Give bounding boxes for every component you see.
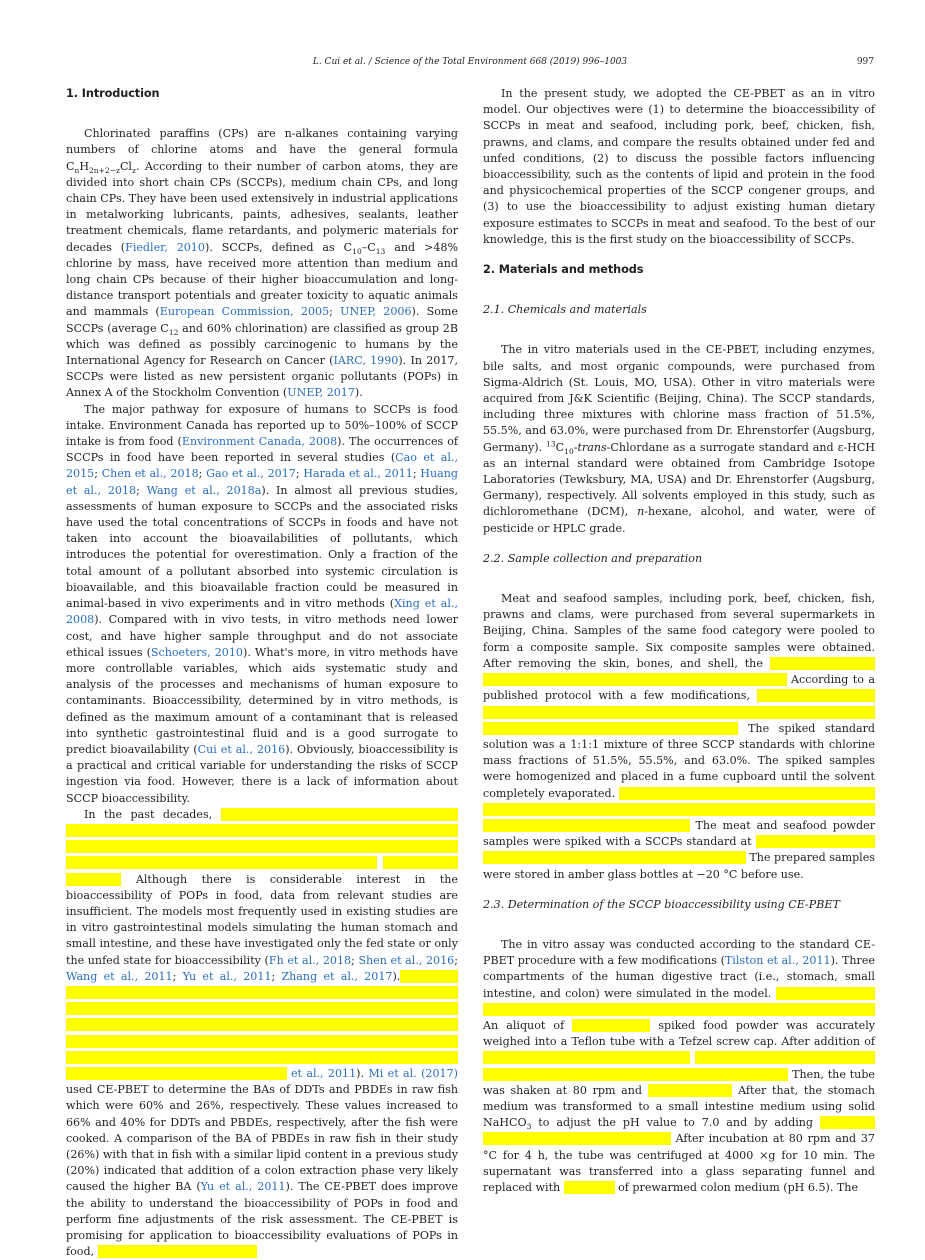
- intro-paragraph-1: Chlorinated paraffins (CPs) are n-alkanes containing varying numbers of chlorine atoms and have the general formula $C_nH_{2n+2-z}Cl_z$. According to their number of carbon atoms, they are divided into short chain CPs (SCCPs), medium chain CPs, and long chain CPs. They have been used extensively in industrial applications in metalworking lubricants, paints, adhesives, sealants, leather treatment chemicals, flame retardants, and polymeric materials for decades (Fiedler, 2010). SCCPs, defined as $C_{10}-C_{13}$ and >48% chlorine by mass, have received more attention than medium and long chain CPs because of their higher bioaccumulation and long-distance transport potentials and greater toxicity to aquatic animals and mammals (European Commission, 2005; UNEP, 2006). Some SCCPs (average $C_{12}$ and 60% chlorination) are classified as group 2B which was defined as possibly carcinogenic to humans by the International Agency for Research on Cancer (IARC, 1990). In 2017, SCCPs were listed as new persistent organic pollutants (POPs) in Annex A of the Stockholm Convention (UNEP, 2017).: [66, 127, 458, 400]
- highlighted-text: [648, 1084, 733, 1097]
- chemicals-paragraph: The in vitro materials used in the CE-PBET, including enzymes, bile salts, and most organic compounds, were purchased from Sigma-Aldrich (St. Louis, MO, USA). Other in vitro materials were acquired from J&K Scientific (Beijing, China). The SCCP standards, including three mixtures with chlorine mass fraction of 51.5%, 55.5%, and 63.0%, were purchased from Dr. Ehrenstorfer (Augsburg, Germany). $^{13}C_{10}-trans$-Chlordane as a surrogate standard and ε-HCH as an internal standard were obtained from Cambridge Isotope Laboratories (Tewksbury, MA, USA) and Dr. Ehrenstorfer (Augsburg, Germany), respectively. All solvents employed in this study, such as dichloromethane (DCM), n-hexane, alcohol, and water, were of pesticide or HPLC grade.: [483, 343, 875, 535]
- citation-link[interactable]: Harada et al., 2011: [303, 467, 413, 481]
- citation-link[interactable]: European Commission, 2005: [159, 305, 330, 319]
- intro-paragraph-2: The major pathway for exposure of humans to SCCPs is food intake. Environment Canada has reported up to 50%–100% of SCCP intake is from food (Environment Canada, 2008). The occurrences of SCCPs in food have been reported in several studies (Cao et al., 2015; Chen et al., 2018; Gao et al., 2017; Harada et al., 2011; Huang et al., 2018; Wang et al., 2018a). In almost all previous studies, assessments of human exposure to SCCPs and the associated risks have used the total concentrations of SCCPs in foods and have not taken into account the bioavailabilities of pollutants, which introduces the potential for overestimation. Only a fraction of the total amount of a pollutant absorbed into systemic circulation is bioavailable, and this bioavailable fraction could be measured in animal-based in vivo experiments and in vitro methods (Xing et al., 2008). Compared with in vivo tests, in vitro methods need lower cost, and have higher sample throughput and do not associate ethical issues (Schoeters, 2010). What's more, in vitro methods have more controllable variables, which aids systematic study and analysis of the processes and mechanisms of human exposure to contaminants. Bioaccessibility, determined by in vitro methods, is defined as the maximum amount of a contaminant that is released into synthetic gastrointestinal fluid and is a good surrogate to predict bioavailability (Cui et al., 2016). Obviously, bioaccessibility is a practical and critical variable for understanding the risks of SCCP ingestion via food. However, there is a lack of information about SCCP bioaccessibility.: [66, 402, 459, 805]
- citation-link[interactable]: Schoeters, 2010: [150, 645, 243, 659]
- citation-link[interactable]: Fh et al., 2018: [268, 953, 352, 967]
- citation-link[interactable]: IARC, 1990: [333, 354, 399, 368]
- citation-link[interactable]: Tilston et al., 2011: [724, 954, 831, 968]
- sample-preparation-paragraph: Meat and seafood samples, including pork, beef, chicken, fish, prawns and clams, were purchased from several supermarkets in Beijing, China. Samples of the same food category were pooled to form a composite sample. Six composite samples were obtained. After removing the skin, bones, and shell, the According to a published protocol with a few modifications, The spiked standard solution was a 1:1:1 mixture of three SCCP standards with chlorine mass fractions of 51.5%, 55.5%, and 63.0%. The spiked samples were homogenized and placed in a fume cupboard until the solvent completely evaporated. The meat and seafood powder samples were spiked with a SCCPs standard at The prepared samples were stored in amber glass bottles at −20 °C before use.: [483, 592, 875, 881]
- intro-paragraph-3: In the past decades, Although there is considerable interest in the bioaccessibility of POPs in food, data from relevant studies are insufficient. The models most frequently used in existing studies are in vitro gastrointestinal models simulating the human stomach and small intestine, and these have investigated only the fed state or only the unfed state for bioaccessibility (Fh et al., 2018; Shen et al., 2016; Wang et al., 2011; Yu et al., 2011; Zhang et al., 2017). et al., 2011). Mi et al. (2017) used CE-PBET to determine the BAs of DDTs and PBDEs in raw fish which were 60% and 26%, respectively. These values increased to 66% and 40% for DDTs and PBDEs, respectively, after the fish were cooked. A comparison of the BA of PBDEs in raw fish in their study (26%) with that in fish with a similar lipid content in a previous study (20%) indicated that addition of a colon extraction phase very likely caused the higher BA (Yu et al., 2011). The CE-PBET does improve the ability to understand the bioaccessibility of POPs in food and perform fine adjustments of the risk assessment. The CE-PBET is promising for application to bioaccessibility evaluations of POPs in food,: [66, 807, 459, 1259]
- citation-link[interactable]: Zhang et al., 2017: [281, 969, 393, 983]
- citation-link[interactable]: Xing et al., 2008: [66, 597, 458, 627]
- citation-link[interactable]: Gao et al., 2017: [206, 467, 296, 481]
- citation-link[interactable]: Wang et al., 2011: [66, 969, 173, 983]
- citation-link[interactable]: Yu et al., 2011: [182, 969, 272, 983]
- citation-link[interactable]: Cui et al., 2016: [197, 742, 286, 756]
- running-title: L. Cui et al. / Science of the Total Environment 668 (2019) 996–1003: [312, 57, 628, 67]
- citation-link[interactable]: Fiedler, 2010: [125, 240, 205, 254]
- citation-link[interactable]: et al., 2011: [290, 1066, 357, 1080]
- citation-link[interactable]: Yu et al., 2011: [200, 1180, 286, 1194]
- ce-pbet-paragraph: The in vitro assay was conducted according to the standard CE-PBET procedure with a few modifications (Tilston et al., 2011). Three compartments of the human digestive tract (i.e., stomach, small intestine, and colon) were simulated in the model. An aliquot of spiked food powder was accurately weighed into a Teflon tube with a Tefzel screw cap. After addition of Then, the tube was shaken at 80 rpm and After that, the stomach medium was transformed to a small intestine medium using solid NaHCO$_3$ to adjust the pH value to 7.0 and by adding After incubation at 80 rpm and 37 °C for 4 h, the tube was centrifuged at 4000 ×g for 10 min. The supernatant was transferred into a glass separating funnel and replaced with of prewarmed colon medium (pH 6.5). The: [483, 937, 876, 1194]
- page-number: 997: [856, 57, 874, 67]
- right-column: [483, 86, 875, 1196]
- citation-link[interactable]: Wang et al., 2018a: [146, 483, 262, 497]
- subsection-heading-sample-collection: 2.2. Sample collection and preparation: [483, 551, 703, 565]
- citation-link[interactable]: Mi et al. (2017): [368, 1066, 458, 1080]
- intro-paragraph-objectives: In the present study, we adopted the CE-PBET as an in vitro model. Our objectives were (1) to determine the bioaccessibility of SCCPs in meat and seafood, including pork, beef, chicken, fish, prawns, and clams, and compare the results obtained under fed and unfed conditions, (2) to discuss the possible factors influencing bioaccessibility, such as the contents of lipid and protein in the food and physicochemical properties of the SCCP congener groups, and (3) to use the bioaccessibility to adjust existing human dietary exposure estimates to SCCPs in meat and seafood. To the best of our knowledge, this is the first study on the bioaccessibility of SCCPs.: [483, 87, 875, 246]
- section-heading-introduction: 1. Introduction: [66, 87, 160, 100]
- highlighted-text: [98, 1245, 257, 1258]
- citation-link[interactable]: Huang et al., 2018: [66, 467, 458, 497]
- highlighted-text: [564, 1181, 615, 1194]
- citation-link[interactable]: Shen et al., 2016: [358, 953, 455, 967]
- citation-link[interactable]: Chen et al., 2018: [101, 467, 199, 481]
- highlighted-text: [66, 970, 458, 1080]
- highlighted-text: [483, 1051, 690, 1064]
- citation-link[interactable]: Environment Canada, 2008: [181, 435, 338, 449]
- citation-link[interactable]: UNEP, 2017: [287, 386, 355, 400]
- highlighted-text: [572, 1019, 650, 1032]
- citation-link[interactable]: UNEP, 2006: [340, 305, 412, 319]
- left-column: [66, 86, 458, 1260]
- subsection-heading-chemicals: 2.1. Chemicals and materials: [483, 303, 647, 317]
- subsection-heading-ce-pbet: 2.3. Determination of the SCCP bioaccessibility using CE-PBET: [483, 897, 840, 911]
- section-heading-materials-methods: 2. Materials and methods: [483, 263, 644, 277]
- citation-link[interactable]: Cao et al., 2015: [66, 451, 458, 481]
